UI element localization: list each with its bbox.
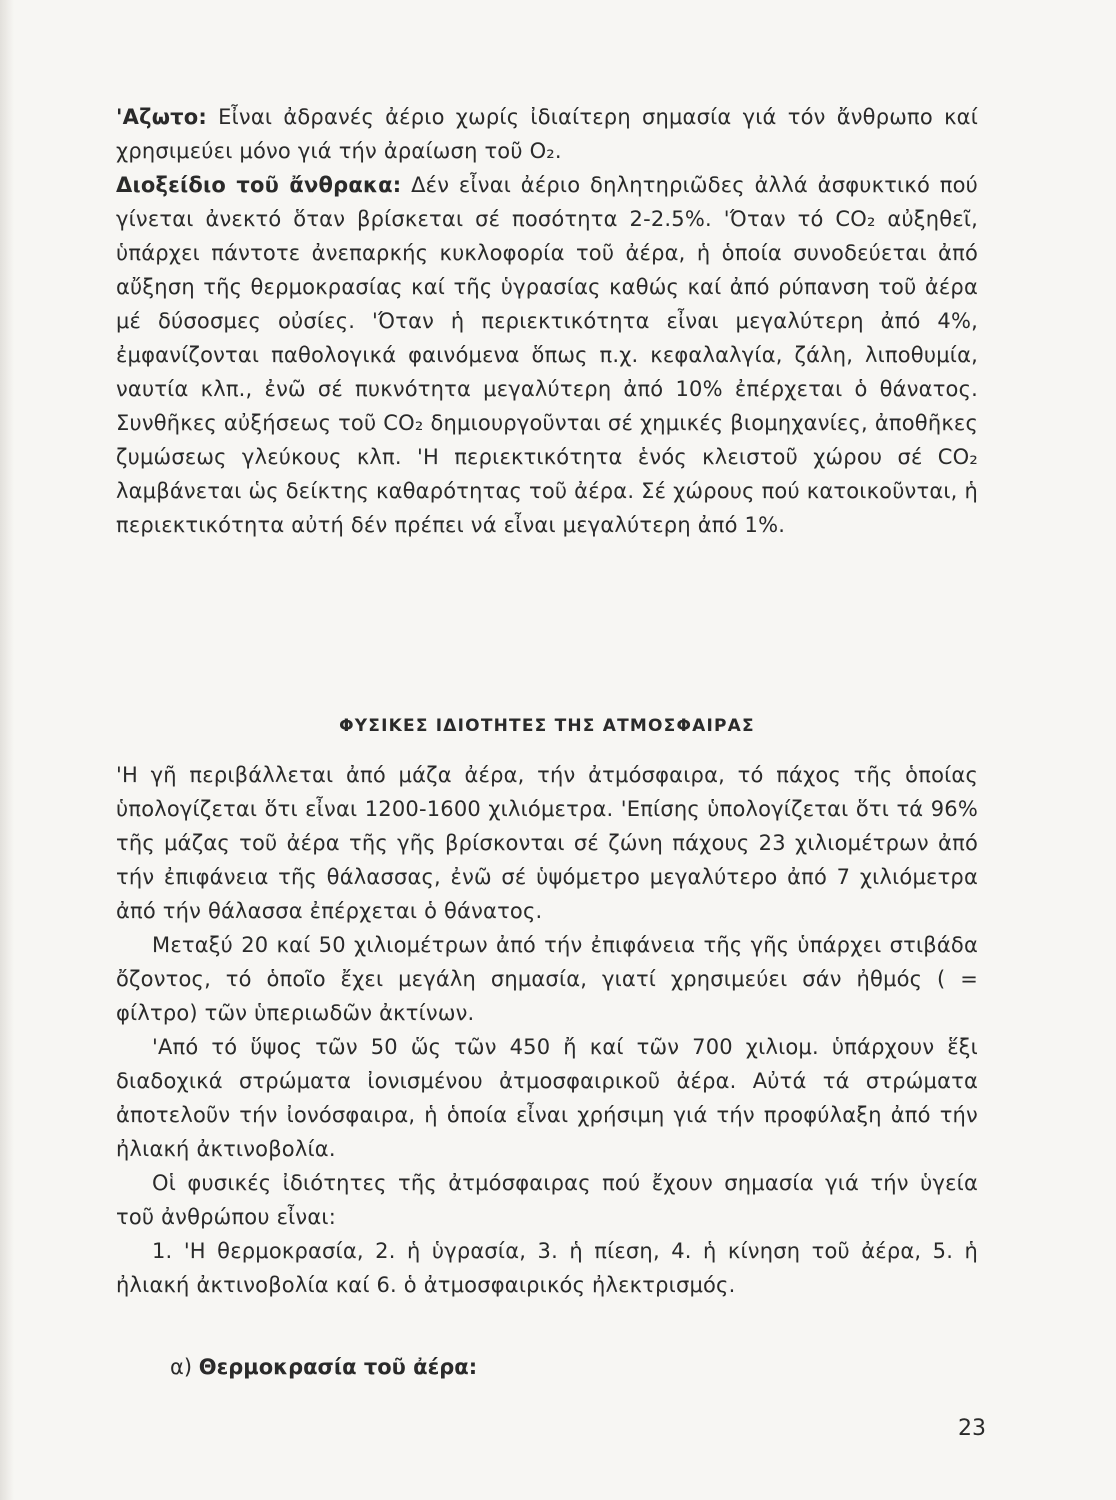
ionosphere-paragraph: 'Από τό ὕψος τῶν 50 ὥς τῶν 450 ἤ καί τῶν 700 χιλιομ. ὑπάρχουν ἕξι διαδοχικά στρώματα ἰονισμένου ἀτμοσφαιρικοῦ ἀέρα. Αὐτά τά στρώματα ἀποτελοῦν τήν ἰονόσφαιρα, ἡ ὁποία εἶναι χρήσιμη γιά τήν προφύλαξη ἀπό τήν ἠλιακή ἀκτινοβολία. <box>116 1035 978 1161</box>
carbon-dioxide-text: Δέν εἶναι ἀέριο δηλητηριῶδες ἀλλά ἀσφυκτικό πού γίνεται ἀνεκτό ὅταν βρίσκεται σέ ποσότητα 2-2.5%. 'Όταν τό CO₂ αὐξηθεῖ, ὑπάρχει πάντοτε ἀνεπαρκής κυκλοφορία τοῦ ἀέρα, ἡ ὁποία συνοδεύεται ἀπό αὔξηση τῆς θερμοκρασίας καί τῆς ὑγρασίας καθώς καί ἀπό ρύπανση τοῦ ἀέρα μέ δύσοσμες οὐσίες. 'Όταν ἡ περιεκτικότητα εἶναι μεγαλύτερη ἀπό 4%, ἐμφανίζονται παθολογικά φαινόμενα ὅπως π.χ. κεφαλαλγία, ζάλη, λιποθυμία, ναυτία κλπ., ἐνῶ σέ πυκνότητα μεγαλύτερη ἀπό 10% ἐπέρχεται ὁ θάνατος. Συνθῆκες αὐξήσεως τοῦ CO₂ δημιουργοῦνται σέ χημικές βιομηχανίες, ἀποθῆκες ζυμώσεως γλεύκους κλπ. 'Η περιεκτικότητα ἑνός κλειστοῦ χώρου σέ CO₂ λαμβάνεται ὡς δείκτης καθαρότητας τοῦ ἀέρα. Σέ χώρους πού κατοικοῦνται, ἡ περιεκτικότητα αὐτή δέν πρέπει νά εἶναι μεγαλύτερη ἀπό 1%. <box>116 173 978 537</box>
carbon-dioxide-paragraph <box>116 168 978 542</box>
gas-components-section <box>116 100 978 542</box>
nitrogen-paragraph <box>116 100 978 168</box>
nitrogen-term: 'Αζωτο: <box>116 105 207 129</box>
subheading-title: Θερμοκρασία τοῦ ἀέρα: <box>198 1355 478 1379</box>
page-edge-shadow <box>0 0 14 1500</box>
nitrogen-text: Εἶναι ἀδρανές ἀέριο χωρίς ἰδιαίτερη σημασία γιά τόν ἄνθρωπο καί χρησιμεύει μόνο γιά τήν ἀραίωση τοῦ O₂. <box>116 105 978 163</box>
temperature-subheading <box>170 1352 477 1382</box>
carbon-dioxide-term: Διοξείδιο τοῦ ἄνθρακα: <box>116 173 402 197</box>
page-number: 23 <box>958 1416 986 1441</box>
properties-list-paragraph: 1. 'Η θερμοκρασία, 2. ἡ ὑγρασία, 3. ἡ πίεση, 4. ἡ κίνηση τοῦ ἀέρα, 5. ἡ ἠλιακή ἀκτινοβολία καί 6. ὁ ἀτμοσφαιρικός ἠλεκτρισμός. <box>116 1239 978 1297</box>
section-heading: ΦΥΣΙΚΕΣ ΙΔΙΟΤΗΤΕΣ ΤΗΣ ΑΤΜΟΣΦΑΙΡΑΣ <box>339 716 755 736</box>
properties-intro-paragraph: Οἱ φυσικές ἰδιότητες τῆς ἀτμόσφαιρας πού ἔχουν σημασία γιά τήν ὑγεία τοῦ ἀνθρώπου εἶναι: <box>116 1171 978 1229</box>
atmosphere-paragraph: 'Η γῆ περιβάλλεται ἀπό μάζα ἀέρα, τήν ἀτμόσφαιρα, τό πάχος τῆς ὁποίας ὑπολογίζεται ὅτι εἶναι 1200-1600 χιλιόμετρα. 'Επίσης ὑπολογίζεται ὅτι τά 96% τῆς μάζας τοῦ ἀέρα τῆς γῆς βρίσκονται σέ ζώνη πάχους 23 χιλιομέτρων ἀπό τήν ἐπιφάνεια τῆς θάλασσας, ἐνῶ σέ ὑψόμετρο μεγαλύτερο ἀπό 7 χιλιόμετρα ἀπό τήν θάλασσα ἐπέρχεται ὁ θάνατος. <box>116 763 978 923</box>
subheading-prefix: α) <box>170 1355 199 1379</box>
physical-properties-section <box>116 758 978 1302</box>
ozone-paragraph: Μεταξύ 20 καί 50 χιλιομέτρων ἀπό τήν ἐπιφάνεια τῆς γῆς ὑπάρχει στιβάδα ὄζοντος, τό ὁποῖο ἔχει μεγάλη σημασία, γιατί χρησιμεύει σάν ἠθμός ( = φίλτρο) τῶν ὑπεριωδῶν ἀκτίνων. <box>116 933 978 1025</box>
